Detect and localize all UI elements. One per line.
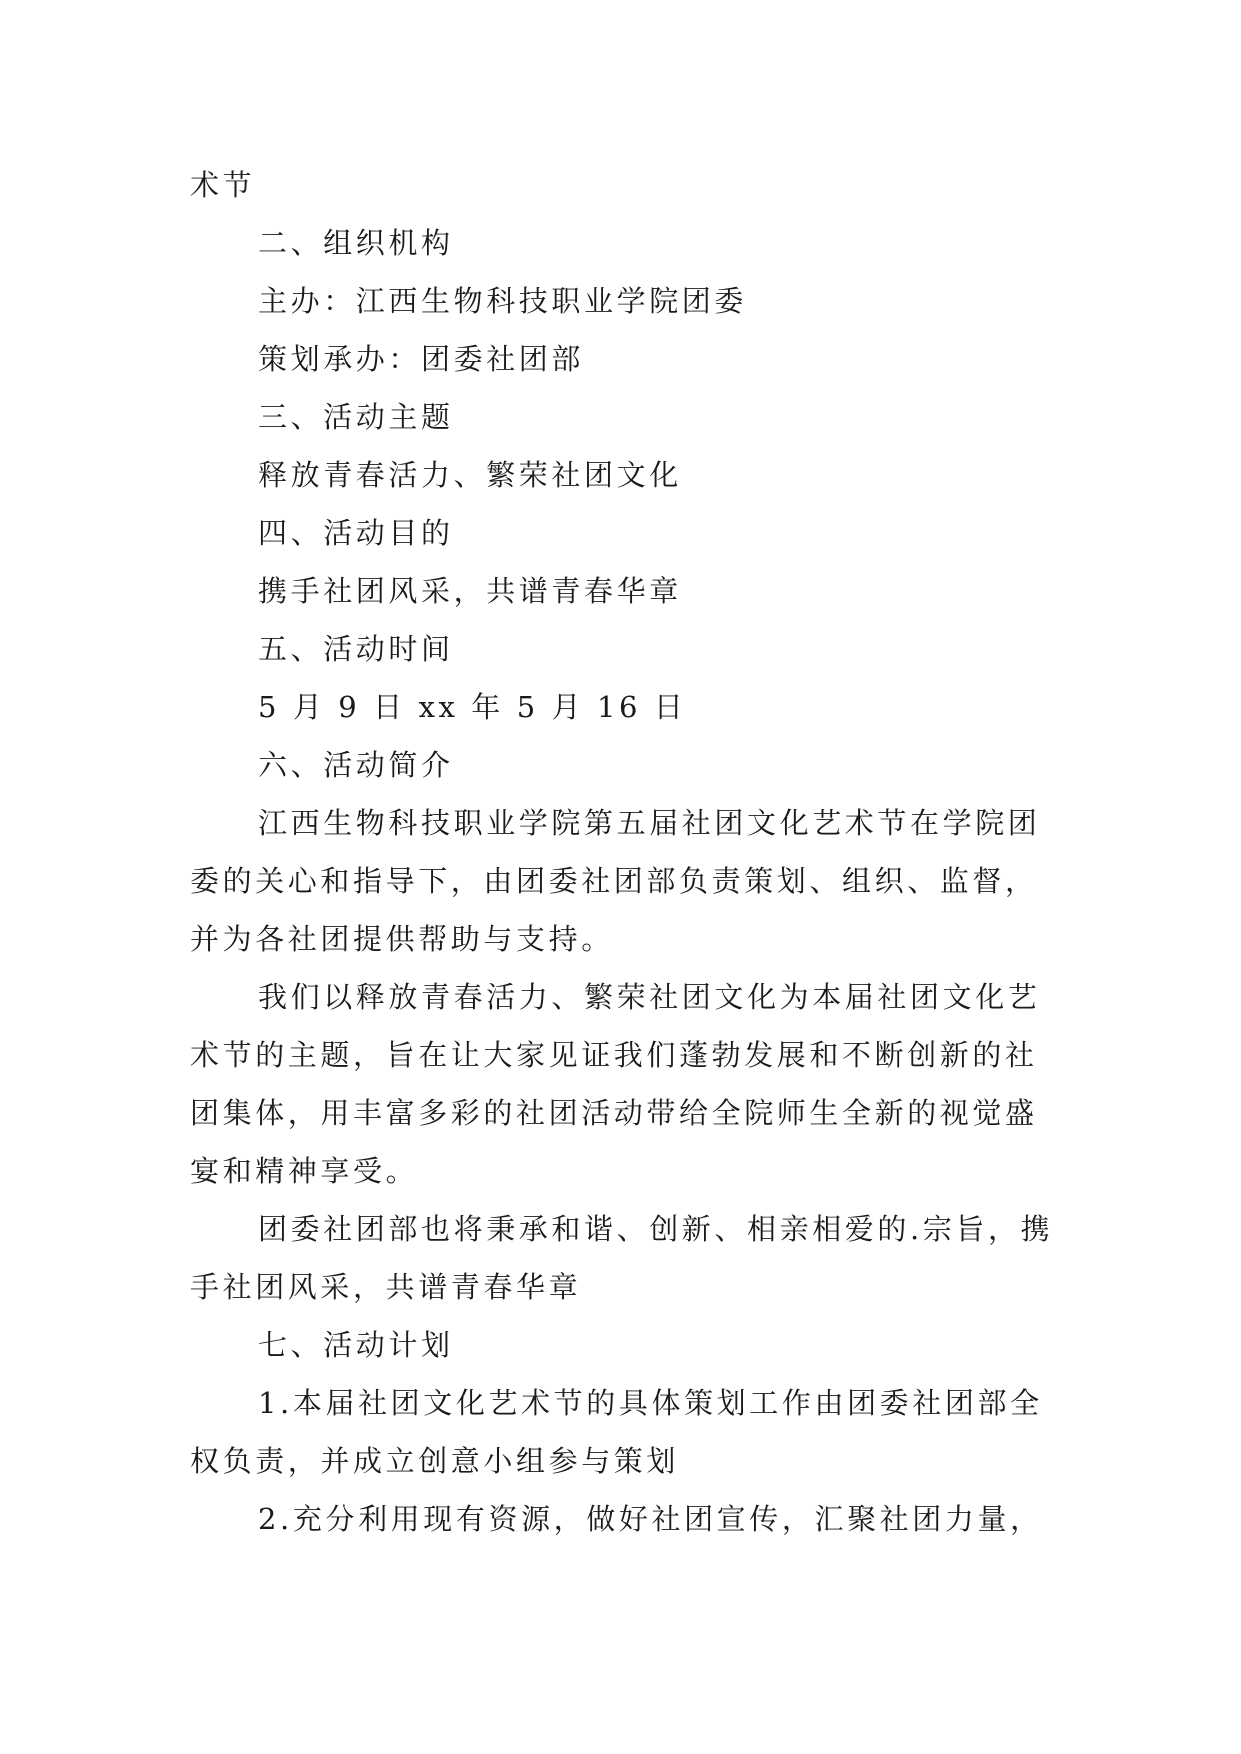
introduction-paragraph-1: 江西生物科技职业学院第五届社团文化艺术节在学院团委的关心和指导下，由团委社团部负责策划、组织、监督，并为各社团提供帮助与支持。 bbox=[190, 806, 1041, 956]
section-heading-theme: 三、活动主题 bbox=[258, 400, 454, 434]
section-heading-time: 五、活动时间 bbox=[258, 632, 454, 666]
purpose-text: 携手社团风采，共谱青春华章 bbox=[258, 574, 682, 608]
plan-item-2: 2.充分利用现有资源，做好社团宣传，汇聚社团力量， bbox=[258, 1502, 1043, 1536]
organizer-line: 主办：江西生物科技职业学院团委 bbox=[258, 284, 748, 318]
section-heading-introduction: 六、活动简介 bbox=[258, 748, 454, 782]
introduction-paragraph-2: 我们以释放青春活力、繁荣社团文化为本届社团文化艺术节的主题，旨在让大家见证我们蓬勃发展和不断创新的社团集体，用丰富多彩的社团活动带给全院师生全新的视觉盛宴和精神享受。 bbox=[190, 980, 1041, 1188]
planner-line: 策划承办：团委社团部 bbox=[258, 342, 585, 376]
section-heading-organization: 二、组织机构 bbox=[258, 226, 454, 260]
paragraph-continuation: 术节 bbox=[190, 168, 256, 202]
section-heading-purpose: 四、活动目的 bbox=[258, 516, 454, 550]
introduction-paragraph-3: 团委社团部也将秉承和谐、创新、相亲相爱的.宗旨，携手社团风采，共谱青春华章 bbox=[190, 1212, 1054, 1304]
time-text: 5 月 9 日 xx 年 5 月 16 日 bbox=[258, 690, 687, 724]
document-body bbox=[190, 156, 1060, 1548]
theme-text: 释放青春活力、繁荣社团文化 bbox=[258, 458, 682, 492]
section-heading-plan: 七、活动计划 bbox=[258, 1328, 454, 1362]
plan-item-1: 1.本届社团文化艺术节的具体策划工作由团委社团部全权负责，并成立创意小组参与策划 bbox=[190, 1386, 1043, 1478]
